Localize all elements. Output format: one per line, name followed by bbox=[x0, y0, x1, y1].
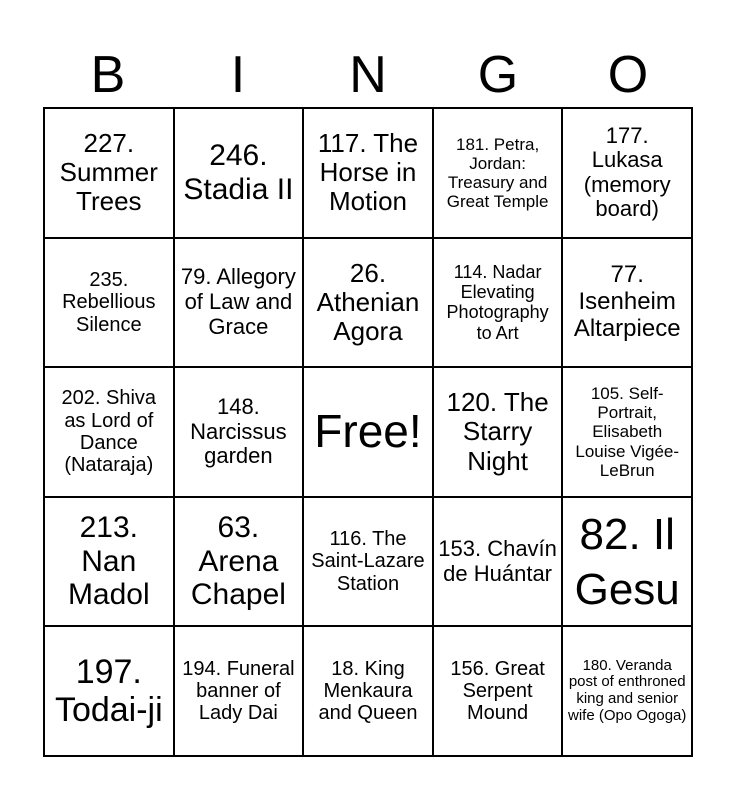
bingo-cell[interactable]: 194. Funeral banner of Lady Dai bbox=[174, 626, 304, 756]
bingo-cell[interactable]: 116. The Saint-Lazare Station bbox=[303, 497, 433, 627]
bingo-cell[interactable]: 82. Il Gesu bbox=[562, 497, 692, 627]
bingo-cell[interactable]: 18. King Menkaura and Queen bbox=[303, 626, 433, 756]
header-letter-g: G bbox=[477, 46, 519, 104]
bingo-cell[interactable]: 156. Great Serpent Mound bbox=[433, 626, 563, 756]
bingo-cell[interactable]: 202. Shiva as Lord of Dance (Nataraja) bbox=[44, 367, 174, 497]
bingo-cell[interactable]: 153. Chavín de Huántar bbox=[433, 497, 563, 627]
bingo-grid bbox=[43, 107, 693, 757]
bingo-cell[interactable]: 117. The Horse in Motion bbox=[303, 108, 433, 238]
header-letter-n: N bbox=[349, 46, 387, 104]
bingo-cell[interactable]: 77. Isenheim Altarpiece bbox=[562, 238, 692, 368]
header-letter-b: B bbox=[90, 46, 126, 104]
header-letter-i: I bbox=[230, 46, 246, 104]
bingo-header bbox=[43, 44, 693, 106]
bingo-cell[interactable]: 181. Petra, Jordan: Treasury and Great Temple bbox=[433, 108, 563, 238]
bingo-cell[interactable]: 79. Allegory of Law and Grace bbox=[174, 238, 304, 368]
bingo-cell[interactable]: 197. Todai-ji bbox=[44, 626, 174, 756]
bingo-cell[interactable]: 213. Nan Madol bbox=[44, 497, 174, 627]
free-space-cell[interactable]: Free! bbox=[303, 367, 433, 497]
header-letter-o: O bbox=[607, 46, 649, 104]
bingo-cell[interactable]: 26. Athenian Agora bbox=[303, 238, 433, 368]
bingo-cell[interactable]: 148. Narcissus garden bbox=[174, 367, 304, 497]
bingo-cell[interactable]: 177. Lukasa (memory board) bbox=[562, 108, 692, 238]
bingo-cell[interactable]: 180. Veranda post of enthroned king and senior wife (Opo Ogoga) bbox=[562, 626, 692, 756]
bingo-cell[interactable]: 105. Self-Portrait, Elisabeth Louise Vigée-LeBrun bbox=[562, 367, 692, 497]
bingo-cell[interactable]: 63. Arena Chapel bbox=[174, 497, 304, 627]
bingo-cell[interactable]: 120. The Starry Night bbox=[433, 367, 563, 497]
bingo-cell[interactable]: 235. Rebellious Silence bbox=[44, 238, 174, 368]
bingo-cell[interactable]: 114. Nadar Elevating Photography to Art bbox=[433, 238, 563, 368]
bingo-cell[interactable]: 227. Summer Trees bbox=[44, 108, 174, 238]
bingo-cell[interactable]: 246. Stadia II bbox=[174, 108, 304, 238]
